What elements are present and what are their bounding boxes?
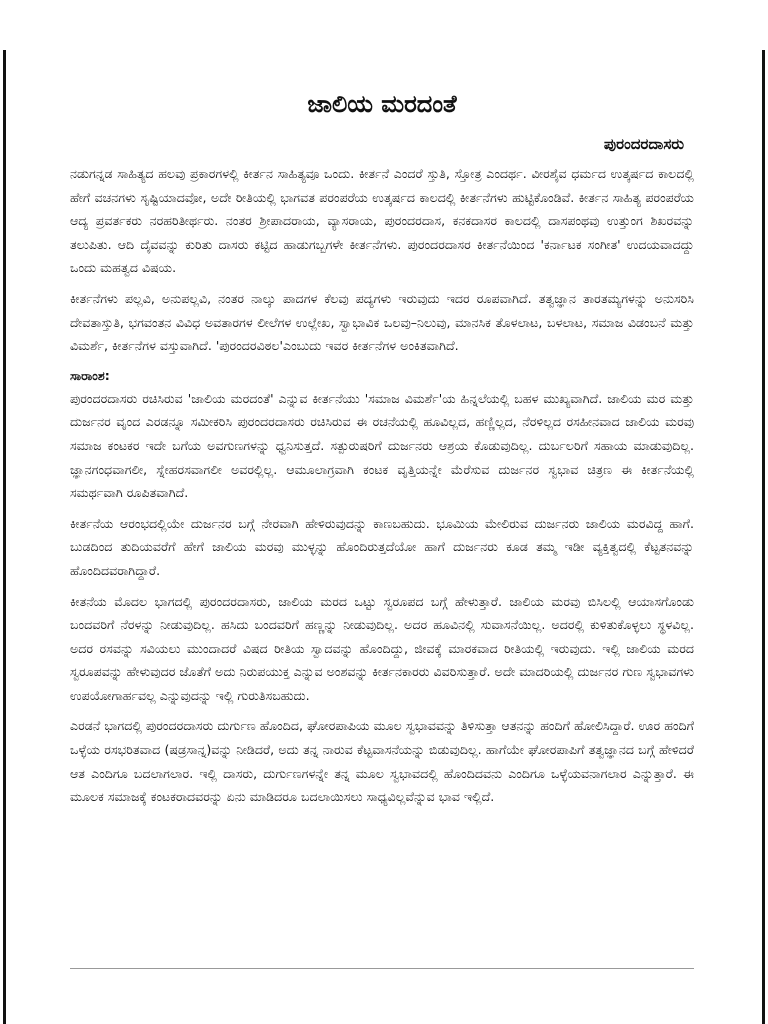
left-page-edge bbox=[3, 50, 6, 1024]
summary-paragraph: ಪುರಂದರದಾಸರು ರಚಿಸಿರುವ 'ಜಾಲಿಯ ಮರದಂತೆ' ಎನ್ನುವ ಕೀರ್ತನೆಯು 'ಸಮಾಜ ವಿಮರ್ಶೆ'ಯ ಹಿನ್ನಲೆಯಲ್ಲಿ ಬಹಳ ಮುಖ್ಯವಾಗಿದೆ. ಜಾಲಿಯ ಮರ ಮತ್ತು ದುರ್ಜನರ ವೃಂದ ಎರಡನ್ನೂ ಸಮೀಕರಿಸಿ ಪುರಂದರದಾಸರು ರಚಿಸಿರುವ ಈ ರಚನೆಯಲ್ಲಿ ಹೂವಿಲ್ಲದ, ಹಣ್ಣಿಲ್ಲದ, ನೆರಳಿಲ್ಲದ ರಸಹೀನವಾದ ಜಾಲಿಯ ಮರವು ಸಮಾಜ ಕಂಟಕರ ಇದೇ ಬಗೆಯ ಅವಗುಣಗಳನ್ನು ಧ್ವನಿಸುತ್ತದೆ. ಸತ್ಪುರುಷರಿಗೆ ದುರ್ಜನರು ಆಶ್ರಯ ಕೊಡುವುದಿಲ್ಲ. ದುರ್ಬಲರಿಗೆ ಸಹಾಯ ಮಾಡುವುದಿಲ್ಲ. ಜ್ಞಾನಗಂಧವಾಗಲೀ, ಸ್ನೇಹರಸವಾಗಲೀ ಅವರಲ್ಲಿಲ್ಲ. ಆಮೂಲಾಗ್ರವಾಗಿ ಕಂಟಕ ವೃತ್ತಿಯನ್ನೇ ಮೆರೆಸುವ ದುರ್ಜನರ ಸ್ವಭಾವ ಚಿತ್ರಣ ಈ ಕೀರ್ತನೆಯಲ್ಲಿ ಸಮರ್ಥವಾಗಿ ರೂಪಿತವಾಗಿದೆ. bbox=[70, 390, 694, 501]
intro-paragraph: ಕೀರ್ತನೆಗಳು ಪಲ್ಲವಿ, ಅನುಪಲ್ಲವಿ, ನಂತರ ನಾಲ್ಕು ಪಾದಗಳ ಕೆಲವು ಪದ್ಯಗಳು ಇರುವುದು ಇದರ ರೂಪವಾಗಿದೆ. ತತ್ವಜ್ಞಾನ ತಾರತಮ್ಯಗಳನ್ನು ಅನುಸರಿಸಿ ದೇವತಾಸ್ತುತಿ, ಭಗವಂತನ ವಿವಿಧ ಅವತಾರಗಳ ಲೀಲೆಗಳ ಉಲ್ಲೇಖ, ಸ್ವಾಭಾವಿಕ ಒಲವು–ನಿಲುವು, ಮಾನಸಿಕ ತೊಳಲಾಟ, ಬಳಲಾಟ, ಸಮಾಜ ವಿಡಂಬನೆ ಮತ್ತು ವಿಮರ್ಶೆ, ಕೀರ್ತನೆಗಳ ವಸ್ತುವಾಗಿದೆ. 'ಪುರಂದರವಿಠಲ'ಎಂಬುದು ಇವರ ಕೀರ್ತನೆಗಳ ಅಂಕಿತವಾಗಿದೆ. bbox=[70, 290, 694, 354]
document-title: ಜಾಲಿಯ ಮರದಂತೆ bbox=[307, 90, 457, 118]
intro-paragraph: ನಡುಗನ್ನಡ ಸಾಹಿತ್ಯದ ಹಲವು ಪ್ರಕಾರಗಳಲ್ಲಿ ಕೀರ್ತನ ಸಾಹಿತ್ಯವೂ ಒಂದು. ಕೀರ್ತನೆ ಎಂದರೆ ಸ್ತುತಿ, ಸ್ತೋತ್ರ ಎಂದರ್ಥ. ವೀರಶೈವ ಧರ್ಮದ ಉತ್ಕರ್ಷದ ಕಾಲದಲ್ಲಿ ಹೇಗೆ ವಚನಗಳು ಸೃಷ್ಟಿಯಾದವೋ, ಅದೇ ರೀತಿಯಲ್ಲಿ ಭಾಗವತ ಪರಂಪರೆಯ ಉತ್ಕರ್ಷದ ಕಾಲದಲ್ಲಿ ಕೀರ್ತನೆಗಳು ಹುಟ್ಟಿಕೊಂಡಿವೆ. ಕೀರ್ತನ ಸಾಹಿತ್ಯ ಪರಂಪರೆಯ ಆದ್ಯ ಪ್ರವರ್ತಕರು ನರಹರಿತೀರ್ಥರು. ನಂತರ ಶ್ರೀಪಾದರಾಯ, ವ್ಯಾಸರಾಯ, ಪುರಂದರದಾಸ, ಕನಕದಾಸರ ಕಾಲದಲ್ಲಿ ದಾಸಪಂಥವು ಉತ್ತುಂಗ ಶಿಖರವನ್ನು ತಲುಪಿತು. ಆದಿ ದೈವವನ್ನು ಕುರಿತು ದಾಸರು ಕಟ್ಟಿದ ಹಾಡುಗಬ್ಬಗಳೇ ಕೀರ್ತನೆಗಳು. ಪುರಂದರದಾಸರ ಕೀರ್ತನೆಯಿಂದ 'ಕರ್ನಾಟಕ ಸಂಗೀತ' ಉದಯವಾದದ್ದು ಒಂದು ಮಹತ್ವದ ವಿಷಯ. bbox=[70, 166, 694, 276]
summary-paragraph: ಕೀತನೆಯ ಮೊದಲ ಭಾಗದಲ್ಲಿ ಪುರಂದರದಾಸರು, ಜಾಲಿಯ ಮರದ ಒಟ್ಟು ಸ್ವರೂಪದ ಬಗ್ಗೆ ಹೇಳುತ್ತಾರೆ. ಜಾಲಿಯ ಮರವು ಬಿಸಿಲಲ್ಲಿ ಆಯಾಸಗೊಂಡು ಬಂದವರಿಗೆ ನೆರಳನ್ನು ನೀಡುವುದಿಲ್ಲ. ಹಸಿದು ಬಂದವರಿಗೆ ಹಣ್ಣನ್ನು ನೀಡುವುದಿಲ್ಲ. ಅದರ ಹೂವಿನಲ್ಲಿ ಸುವಾಸನೆಯಿಲ್ಲ. ಅದರಲ್ಲಿ ಕುಳಿತುಕೊಳ್ಳಲು ಸ್ಥಳವಿಲ್ಲ. ಅದರ ರಸವನ್ನು ಸವಿಯಲು ಮುಂದಾದರೆ ವಿಷದ ರೀತಿಯ ಸ್ವಾದವನ್ನು ಹೊಂದಿದ್ದು, ಜೀವಕ್ಕೆ ಮಾರಕವಾದ ರೀತಿಯಲ್ಲಿ ಇರುವುದು. ಇಲ್ಲಿ ಜಾಲಿಯ ಮರದ ಸ್ವರೂಪವನ್ನು ಹೇಳುವುದರ ಜೊತೆಗೆ ಅದು ನಿರುಪಯುಕ್ತ ಎನ್ನುವ ಅಂಶವನ್ನು ಕೀರ್ತನಕಾರರು ವಿವರಿಸುತ್ತಾರೆ. ಅದೇ ಮಾದರಿಯಲ್ಲಿ ದುರ್ಜನರ ಗುಣ ಸ್ವಭಾವಗಳು ಉಪಯೋಗಾರ್ಹವಲ್ಲ ಎನ್ನುವುದನ್ನು ಇಲ್ಲಿ ಗುರುತಿಸಬಹುದು. bbox=[70, 593, 694, 703]
summary-paragraph: ಎರಡನೆ ಭಾಗದಲ್ಲಿ ಪುರಂದರದಾಸರು ದುರ್ಗುಣ ಹೊಂದಿದ, ಘೋರಪಾಪಿಯ ಮೂಲ ಸ್ವಭಾವವನ್ನು ತಿಳಿಸುತ್ತಾ ಆತನನ್ನು ಹಂದಿಗೆ ಹೋಲಿಸಿದ್ದಾರೆ. ಊರ ಹಂದಿಗೆ ಒಳ್ಳೆಯ ರಸಭರಿತವಾದ (ಷಡ್ರಸಾನ್ನ)ವನ್ನು ನೀಡಿದರೆ, ಅದು ತನ್ನ ನಾರುವ ಕೆಟ್ಟವಾಸನೆಯನ್ನು ಬಿಡುವುದಿಲ್ಲ. ಹಾಗೆಯೇ ಘೋರಪಾಪಿಗೆ ತತ್ವಜ್ಞಾನದ ಬಗ್ಗೆ ಹೇಳಿದರೆ ಆತ ಎಂದಿಗೂ ಬದಲಾಗಲಾರ. ಇಲ್ಲಿ ದಾಸರು, ದುರ್ಗುಣಗಳನ್ನೇ ತನ್ನ ಮೂಲ ಸ್ವಭಾವದಲ್ಲಿ ಹೊಂದಿದವನು ಎಂದಿಗೂ ಒಳ್ಳೆಯವನಾಗಲಾರ ಎನ್ನುತ್ತಾರೆ. ಈ ಮೂಲಕ ಸಮಾಜಕ್ಕೆ ಕಂಟಕರಾದವರನ್ನು ಏನು ಮಾಡಿದರೂ ಬದಲಾಯಿಸಲು ಸಾಧ್ಯವಿಲ್ಲವೆನ್ನುವ ಭಾವ ಇಲ್ಲಿದೆ. bbox=[70, 718, 694, 805]
summary-heading: ಸಾರಾಂಶ: bbox=[70, 367, 110, 383]
right-page-edge bbox=[762, 50, 765, 1024]
document-author: ಪುರಂದರದಾಸರು bbox=[603, 135, 684, 153]
summary-paragraph: ಕೀರ್ತನೆಯ ಆರಂಭದಲ್ಲಿಯೇ ದುರ್ಜನರ ಬಗ್ಗೆ ನೇರವಾಗಿ ಹೇಳಿರುವುದನ್ನು ಕಾಣಬಹುದು. ಭೂಮಿಯ ಮೇಲಿರುವ ದುರ್ಜನರು ಜಾಲಿಯ ಮರವಿದ್ದ ಹಾಗೆ. ಬುಡದಿಂದ ತುದಿಯವರೆಗೆ ಹೇಗೆ ಜಾಲಿಯ ಮರವು ಮುಳ್ಳನ್ನು ಹೊಂದಿರುತ್ತದೆಯೋ ಹಾಗೆ ದುರ್ಜನರು ಕೂಡ ತಮ್ಮ ಇಡೀ ವ್ಯಕ್ತಿತ್ವದಲ್ಲಿ ಕೆಟ್ಟತನವನ್ನು ಹೊಂದಿದವರಾಗಿದ್ದಾರೆ. bbox=[70, 515, 694, 578]
document-page bbox=[70, 88, 694, 816]
footer-divider bbox=[70, 968, 694, 969]
